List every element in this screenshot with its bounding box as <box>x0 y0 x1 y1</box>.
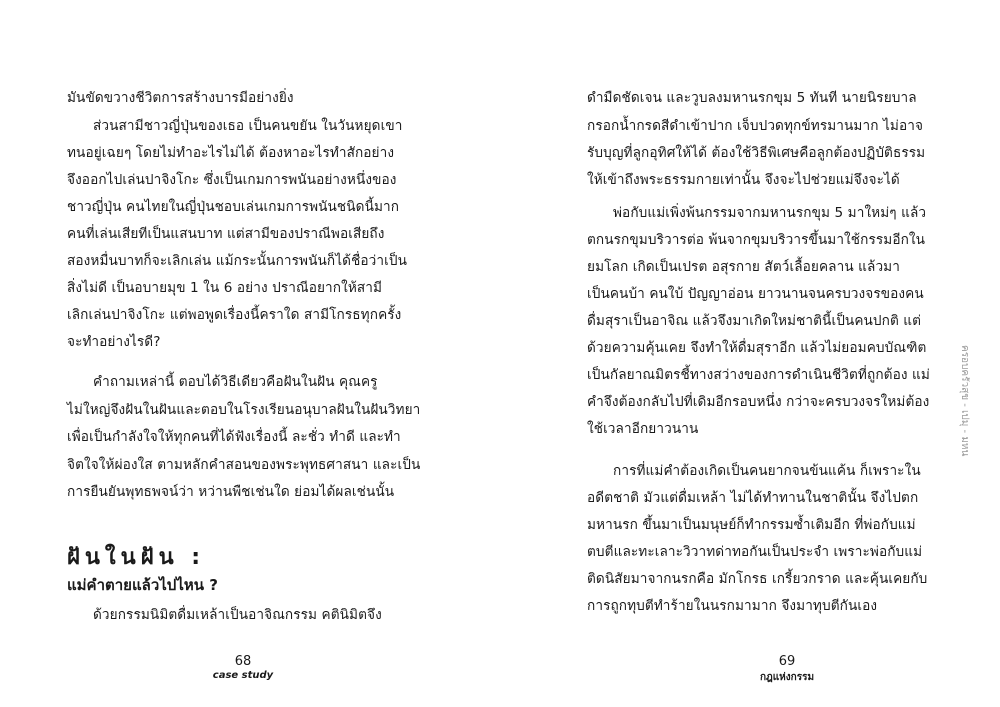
text-line: ด้วยกรรมนิมิตดื่มเหล้าเป็นอาจิณกรรม คตินิมิตจึง <box>93 607 382 623</box>
text-line: ติดนิสัยมาจากนรกคือ มักโกรธ เกรี้ยวกราด และคุ้นเคยกับ <box>587 571 928 587</box>
text-line: เป็นกัลยาณมิตรชี้ทางสว่างของการดำเนินชีวิตที่ถูกต้อง แม่ <box>587 367 930 383</box>
text-line: ดำมืดชัดเจน และวูบลงมหานรกขุม 5 ทันที นายนิรยบาล <box>587 90 917 106</box>
text-line: ด้วยความคุ้นเคย จึงทำให้ดื่มสุราอีก แล้วไม่ยอมคบบัณฑิต <box>587 340 927 356</box>
text-line: พ่อกับแม่เพิ่งพ้นกรรมจากมหานรกขุม 5 มาใหม่ๆ แล้ว <box>613 205 927 221</box>
text-line: ยมโลก เกิดเป็นเปรต อสุรกาย สัตว์เลื้อยคลาน แล้วมา <box>587 259 900 275</box>
text-line: ส่วนสามีชาวญี่ปุ่นของเธอ เป็นคนขยัน ในวันหยุดเขา <box>93 118 403 134</box>
text-line: เลิกเล่นปาจิงโกะ แต่พอพูดเรื่องนี้คราใด สามีโกรธทุกครั้ง <box>67 307 402 323</box>
text-line: จะทำอย่างไรดี? <box>67 334 161 350</box>
section-heading: ฝันในฝัน : <box>67 545 206 570</box>
text-line: กรอกน้ำกรดสีดำเข้าปาก เจ็บปวดทุกข์ทรมานมาก ไม่อาจ <box>587 118 924 134</box>
text-line: คำจึงต้องกลับไปที่เดิมอีกรอบหนึ่ง กว่าจะครบวงจรใหม่ต้อง <box>587 394 930 410</box>
text-line: คำถามเหล่านี้ ตอบได้วิธีเดียวคือฝันในฝัน คุณครู <box>93 374 378 390</box>
text-line: รับบุญที่ลูกอุทิศให้ได้ ต้องใช้วิธีพิเศษคือลูกต้องปฏิบัติธรรม <box>587 145 926 161</box>
text-line: จิตใจให้ผ่องใส ตามหลักคำสอนของพระพุทธศาสนา และเป็น <box>67 457 421 473</box>
text-line: การถูกทุบตีทำร้ายในนรกมามาก จึงมาทุบตีกันเอง <box>587 598 878 614</box>
text-line: ทนอยู่เฉยๆ โดยไม่ทำอะไรไม่ได้ ต้องหาอะไรทำสักอย่าง <box>67 145 395 161</box>
text-line: การยืนยันพุทธพจน์ว่า หว่านพืชเช่นใด ย่อมได้ผลเช่นนั้น <box>67 484 395 500</box>
right-page <box>500 0 1000 707</box>
page-footer-label: กฎแห่งกรรม <box>759 672 815 683</box>
text-line: ตกนรกขุมบริวารต่อ พ้นจากขุมบริวารขึ้นมาใช้กรรมอีกใน <box>587 232 926 248</box>
text-line: เพื่อเป็นกำลังใจให้ทุกคนที่ได้ฟังเรื่องนี้ ละชั่ว ทำดี และทำ <box>67 429 401 445</box>
text-line: ชาวญี่ปุ่น คนไทยในญี่ปุ่นชอบเล่นเกมการพนันชนิดนี้มาก <box>67 199 400 215</box>
page-number: 69 <box>778 654 796 669</box>
text-line: มันขัดขวางชีวิตการสร้างบารมีอย่างยิ่ง <box>67 90 294 106</box>
section-subheading: แม่คำตายแล้วไปไหน ? <box>67 576 218 594</box>
text-line: อดีตชาติ มัวแต่ดื่มเหล้า ไม่ได้ทำทานในชาตินั้น จึงไปตก <box>587 490 919 506</box>
text-line: ไม่ใหญ่จึงฝันในฝันและตอบในโรงเรียนอนุบาลฝันในฝันวิทยา <box>67 402 421 418</box>
page-footer-label: case study <box>212 670 274 681</box>
text-line: การที่แม่คำต้องเกิดเป็นคนยากจนข้นแค้น ก็เพราะใน <box>613 463 921 479</box>
page-number: 68 <box>234 654 252 669</box>
text-line: ให้เข้าถึงพระธรรมกายเท่านั้น จึงจะไปช่วยแม่จึงจะได้ <box>587 172 900 188</box>
sidebar-vertical-text: ครอบครัวสุข - เปมุ - มหน <box>959 345 970 457</box>
text-line: ตบตีและทะเลาะวิวาทด่าทอกันเป็นประจำ เพราะพ่อกับแม่ <box>587 544 923 560</box>
text-line: มหานรก ขึ้นมาเป็นมนุษย์ก็ทำกรรมซ้ำเติมอีก ที่พ่อกับแม่ <box>587 517 916 533</box>
text-line: คนที่เล่นเสียทีเป็นแสนบาท แต่สามีของปราณีพอเสียถึง <box>67 226 385 242</box>
text-line: จึงออกไปเล่นปาจิงโกะ ซึ่งเป็นเกมการพนันอย่างหนึ่งของ <box>67 172 397 188</box>
text-line: สองหมื่นบาทก็จะเลิกเล่น แม้กระนั้นการพนันก็ได้ชื่อว่าเป็น <box>67 253 408 269</box>
text-line: ใช้เวลาอีกยาวนาน <box>587 421 699 437</box>
text-line: เป็นคนบ้า คนใบ้ ปัญญาอ่อน ยาวนานจนครบวงจรของคน <box>587 286 924 302</box>
text-line: ดื่มสุราเป็นอาจิณ แล้วจึงมาเกิดใหม่ชาตินี้เป็นคนปกติ แต่ <box>587 313 922 329</box>
text-line: สิ่งไม่ดี เป็นอบายมุข 1 ใน 6 อย่าง ปราณีอยากให้สามี <box>67 280 383 296</box>
